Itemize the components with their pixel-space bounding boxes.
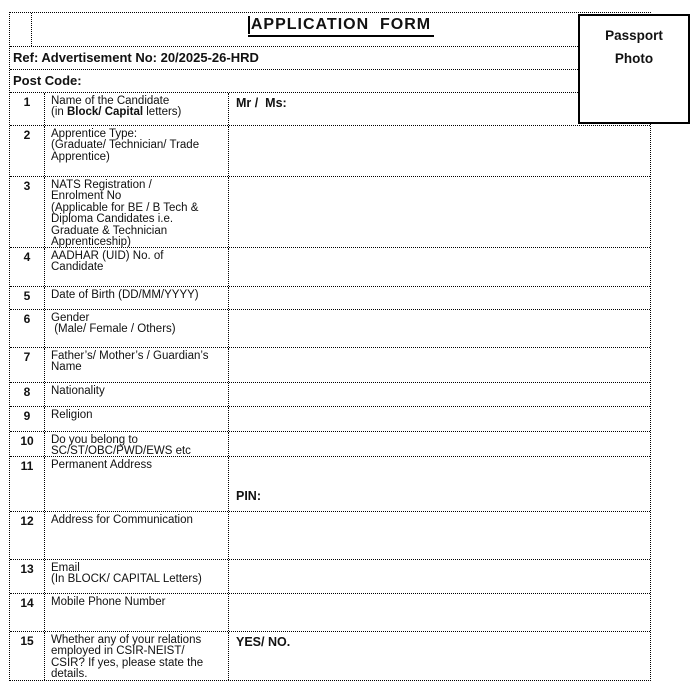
row-value-area[interactable] — [229, 407, 650, 431]
row-number: 3 — [10, 177, 45, 247]
row-label: Do you belong to SC/ST/OBC/PWD/EWS etc — [45, 432, 229, 456]
row-label: NATS Registration / Enrolment No (Applicable for BE / B Tech & Diploma Candidates i.e. Graduate & Technician Apprenticeship) — [45, 177, 229, 247]
row-number: 12 — [10, 512, 45, 559]
form-row-2 — [10, 126, 650, 177]
row-value-text: PIN: — [236, 489, 261, 503]
row-value-area[interactable] — [229, 248, 650, 286]
form-row-11 — [10, 457, 650, 512]
row-number: 6 — [10, 310, 45, 347]
row-number: 7 — [10, 348, 45, 382]
form-row-10 — [10, 432, 650, 457]
row-value-area[interactable] — [229, 560, 650, 593]
row-value-text: Mr / Ms: — [236, 96, 287, 110]
form-row-4 — [10, 248, 650, 287]
row-label: Nationality — [45, 383, 229, 406]
form-row-15 — [10, 632, 650, 680]
form-row-3 — [10, 177, 650, 248]
row-value-text: YES/ NO. — [236, 635, 291, 649]
row-number: 8 — [10, 383, 45, 406]
row-value-area[interactable] — [229, 383, 650, 406]
passport-photo-box — [578, 14, 690, 124]
row-value-area[interactable] — [229, 432, 650, 456]
form-row-8 — [10, 383, 650, 407]
form-row-9 — [10, 407, 650, 432]
form-row-14 — [10, 594, 650, 632]
row-number: 14 — [10, 594, 45, 631]
row-number: 1 — [10, 93, 45, 125]
form-row-5 — [10, 287, 650, 310]
row-label: Email (In BLOCK/ CAPITAL Letters) — [45, 560, 229, 593]
row-value-area[interactable] — [229, 632, 650, 680]
row-label: AADHAR (UID) No. of Candidate — [45, 248, 229, 286]
form-row-12 — [10, 512, 650, 560]
row-value-area[interactable] — [229, 177, 650, 247]
form-row-13 — [10, 560, 650, 594]
form-sheet — [9, 12, 651, 681]
form-title: APPLICATION FORM — [250, 16, 432, 33]
row-value-area[interactable] — [229, 287, 650, 309]
row-value-area[interactable] — [229, 594, 650, 631]
row-value-area[interactable] — [229, 310, 650, 347]
row-label: Mobile Phone Number — [45, 594, 229, 631]
row-label: Religion — [45, 407, 229, 431]
title-row — [10, 13, 650, 47]
row-label: Gender (Male/ Female / Others) — [45, 310, 229, 347]
row-label: Whether any of your relations employed in CSIR-NEIST/ CSIR? If yes, please state the details. — [45, 632, 229, 680]
row-number: 11 — [10, 457, 45, 511]
row-value-area[interactable] — [229, 457, 650, 511]
passport-photo-label-line1: Passport — [605, 28, 663, 43]
row-number: 15 — [10, 632, 45, 680]
title-cell — [32, 13, 650, 46]
ref-advertisement-text: Ref: Advertisement No: 20/2025-26-HRD — [13, 50, 259, 65]
row-number: 13 — [10, 560, 45, 593]
form-row-6 — [10, 310, 650, 348]
title-spacer-cell — [10, 13, 32, 46]
row-label: Date of Birth (DD/MM/YYYY) — [45, 287, 229, 309]
row-number: 9 — [10, 407, 45, 431]
form-row-1 — [10, 93, 650, 126]
form-title-wrap — [248, 16, 434, 37]
text-cursor — [248, 16, 250, 34]
row-label: Permanent Address — [45, 457, 229, 511]
row-number: 10 — [10, 432, 45, 456]
row-value-area[interactable] — [229, 348, 650, 382]
row-number: 5 — [10, 287, 45, 309]
row-value-area[interactable] — [229, 126, 650, 176]
row-label: Name of the Candidate (in Block/ Capital letters) — [45, 93, 229, 125]
row-label: Apprentice Type: (Graduate/ Technician/ Trade Apprentice) — [45, 126, 229, 176]
post-code-row[interactable] — [10, 70, 650, 93]
row-value-area[interactable] — [229, 512, 650, 559]
row-label: Address for Communication — [45, 512, 229, 559]
form-rows — [10, 93, 650, 680]
ref-advertisement-row — [10, 47, 650, 70]
row-number: 4 — [10, 248, 45, 286]
row-label: Father’s/ Mother’s / Guardian’s Name — [45, 348, 229, 382]
post-code-label: Post Code: — [13, 73, 82, 88]
passport-photo-label-line2: Photo — [614, 51, 654, 66]
row-number: 2 — [10, 126, 45, 176]
form-row-7 — [10, 348, 650, 383]
